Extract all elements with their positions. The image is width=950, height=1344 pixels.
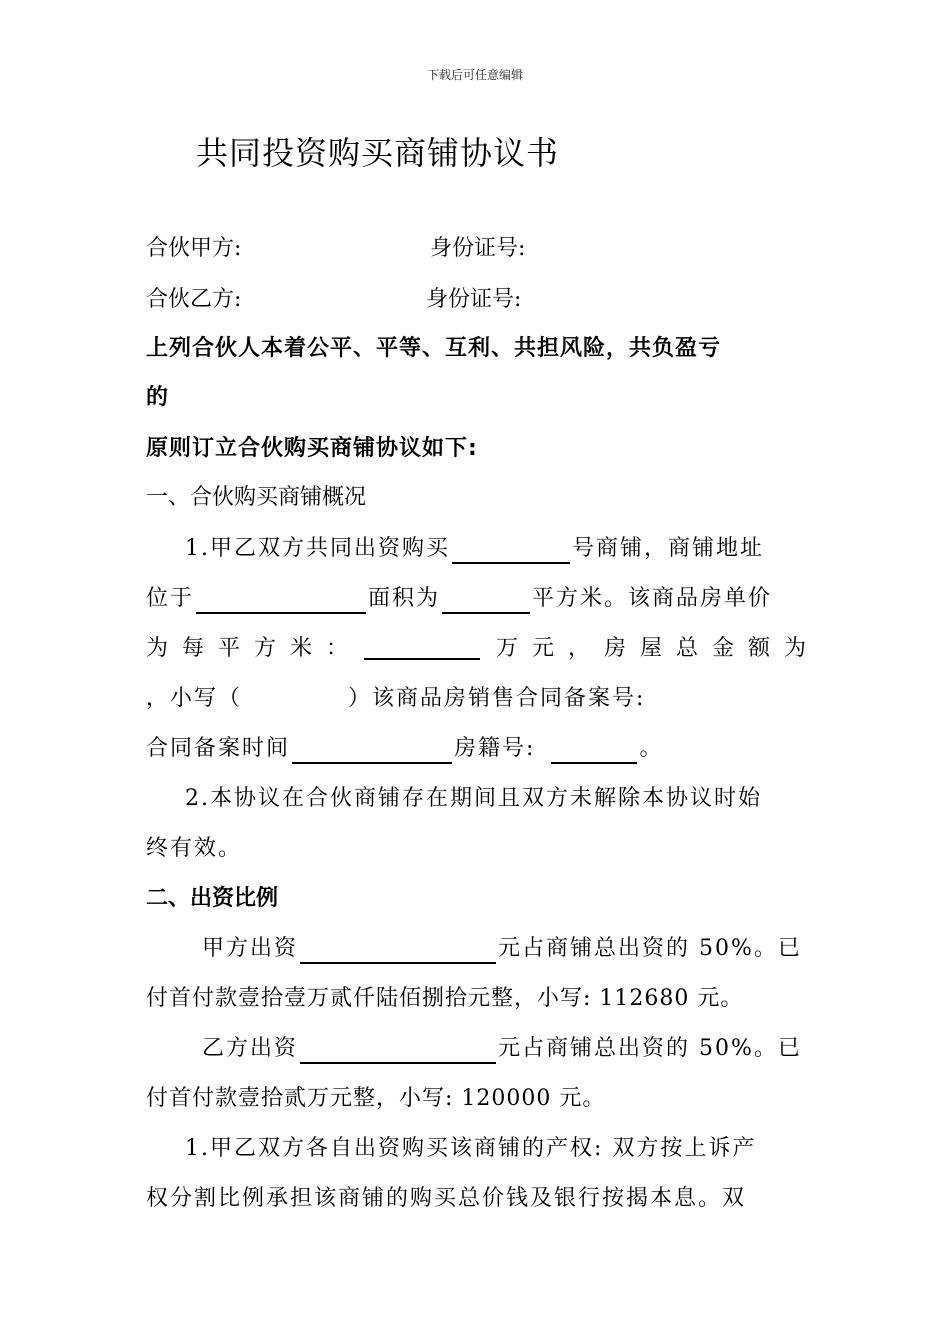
shop-address-blank[interactable]	[196, 588, 366, 614]
s2-b-rest: 元占商铺总出资的 50%。已	[498, 1036, 802, 1061]
s1-p1-text-c: 位于	[146, 586, 195, 611]
s1-p1-line-1	[185, 534, 764, 564]
intro-line-2: 的	[146, 385, 170, 410]
s1-word: 额	[747, 636, 770, 661]
s1-word: 总	[675, 636, 698, 661]
party-b-label: 合伙乙方:	[146, 287, 242, 312]
s1-word: ，	[567, 636, 590, 661]
s1-p2-line-1: 2.本协议在合伙商铺存在期间且双方未解除本协议时始	[185, 786, 762, 811]
s1-word: 米	[290, 636, 313, 661]
s2-b-label: 乙方出资	[202, 1036, 299, 1061]
party-a-investment-blank[interactable]	[300, 938, 496, 964]
s1-word: 每	[182, 636, 205, 661]
s1-word: 为	[783, 636, 806, 661]
s1-word: 金	[711, 636, 734, 661]
s1-p1-line-4	[146, 684, 645, 714]
s1-p1-line-5	[146, 734, 663, 764]
s1-p1-text-e: 平方米。该商品房单价	[532, 586, 773, 611]
section-1-heading: 一、合伙购买商铺概况	[146, 485, 367, 510]
property-register-blank[interactable]	[551, 738, 637, 764]
s1-p2-line-2: 终有效。	[146, 836, 243, 861]
unit-price-blank[interactable]	[364, 634, 480, 660]
s2-c-line-2: 权分割比例承担该商铺的购买总价钱及银行按揭本息。双	[146, 1186, 747, 1211]
party-a-id-label: 身份证号:	[430, 236, 526, 261]
s2-party-a-line-1	[202, 934, 802, 964]
s1-p1-line-3	[146, 634, 806, 664]
s1-p1-text-k: 房籍号:	[454, 736, 536, 761]
s2-a-label: 甲方出资	[202, 936, 299, 961]
party-a-label: 合伙甲方:	[146, 236, 242, 261]
s2-party-a-line-2: 付首付款壹拾壹万贰仟陆佰捌拾元整，小写: 112680 元。	[146, 986, 744, 1011]
s1-word: 元	[531, 636, 554, 661]
shop-number-blank[interactable]	[452, 538, 570, 564]
area-blank[interactable]	[442, 588, 530, 614]
s1-word: 万	[495, 636, 518, 661]
s1-p1-line-2	[146, 584, 772, 614]
s1-p1-text-b: 号商铺，商铺地址	[572, 536, 765, 561]
document-title: 共同投资购买商铺协议书	[196, 134, 560, 172]
s1-p1-text-j: 合同备案时间	[146, 736, 291, 761]
s1-p1-text-i: ）该商品房销售合同备案号:	[348, 686, 646, 711]
s2-a-rest: 元占商铺总出资的 50%。已	[498, 936, 802, 961]
s1-p1-text-a: 1.甲乙双方共同出资购买	[185, 536, 450, 561]
filing-date-blank[interactable]	[292, 738, 452, 764]
s2-party-b-line-2: 付首付款壹拾贰万元整，小写: 120000 元。	[146, 1086, 606, 1111]
section-2-heading: 二、出资比例	[146, 886, 279, 911]
s1-word: ：	[326, 636, 349, 661]
party-b-investment-blank[interactable]	[300, 1038, 496, 1064]
s1-word: 屋	[639, 636, 662, 661]
s1-word: 方	[254, 636, 277, 661]
page-header-note: 下载后可任意编辑	[426, 68, 523, 82]
intro-line-1: 上列合伙人本着公平、平等、互利、共担风险，共负盈亏	[146, 336, 722, 361]
s1-word: 房	[603, 636, 626, 661]
party-b-id-label: 身份证号:	[426, 287, 522, 312]
intro-line-3: 原则订立合伙购买商铺协议如下:	[146, 436, 478, 461]
s1-p1-text-l: 。	[639, 736, 664, 761]
s1-p1-text-d: 面积为	[368, 586, 441, 611]
s2-c-line-1: 1.甲乙双方各自出资购买该商铺的产权: 双方按上诉产	[185, 1136, 757, 1161]
s1-p1-text-h: ，小写（	[146, 686, 243, 711]
s1-word: 为	[146, 636, 169, 661]
s2-party-b-line-1	[202, 1034, 802, 1064]
s1-word: 平	[218, 636, 241, 661]
